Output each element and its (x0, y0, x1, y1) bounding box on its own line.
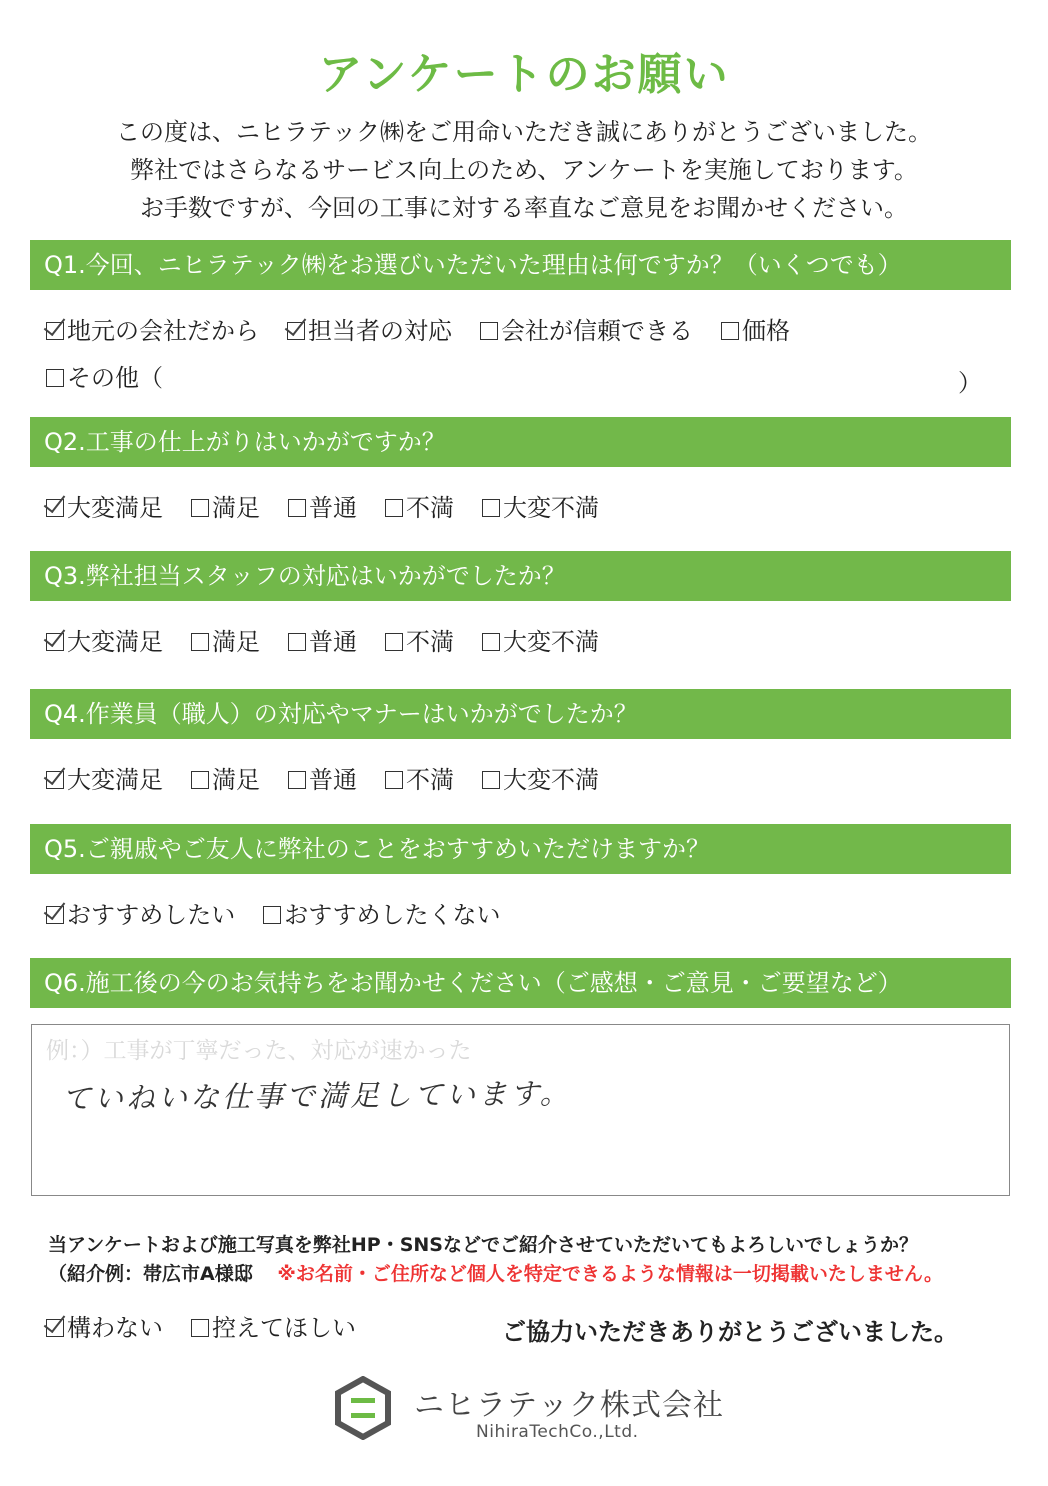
q4-option[interactable] (385, 763, 454, 797)
q1-option-label: 価格 (742, 317, 790, 345)
checkbox-icon[interactable] (288, 633, 306, 651)
q2-option-label: 満足 (212, 494, 260, 522)
q4-option-label: 普通 (309, 766, 357, 794)
checkbox-icon[interactable] (191, 1319, 209, 1337)
q5-option[interactable] (46, 898, 235, 932)
q1-option-label: 地元の会社だから (67, 317, 259, 345)
q5-header: Q5.ご親戚やご友人に弊社のことをおすすめいただけますか？ (30, 824, 1011, 874)
q2-option[interactable] (191, 491, 260, 525)
q3-option[interactable] (288, 625, 357, 659)
q2-option-label: 大変不満 (503, 494, 599, 522)
checkbox-icon[interactable] (482, 499, 500, 517)
checkbox-icon[interactable] (263, 906, 281, 924)
checkbox-icon[interactable] (288, 499, 306, 517)
q5-option-label: おすすめしたくない (284, 901, 501, 929)
q4-options (46, 763, 627, 797)
company-name-jp: ニヒラテック株式会社 (414, 1388, 724, 1423)
checked-checkbox-icon[interactable] (46, 771, 64, 789)
page-title: アンケートのお願い (318, 49, 730, 100)
checkbox-icon[interactable] (480, 322, 498, 340)
q3-option-label: 満足 (212, 628, 260, 656)
checkbox-icon[interactable] (191, 633, 209, 651)
q2-option[interactable] (385, 491, 454, 525)
q6-header: Q6.施工後の今のお気持ちをお聞かせください（ご感想・ご意見・ご要望など） (30, 958, 1011, 1008)
checkbox-icon[interactable] (46, 369, 64, 387)
consent-option-label: 控えてほしい (212, 1314, 356, 1342)
checkbox-icon[interactable] (721, 322, 739, 340)
q1-other-option[interactable] (46, 361, 163, 395)
checkbox-icon[interactable] (482, 633, 500, 651)
checkbox-icon[interactable] (385, 633, 403, 651)
consent-example: （紹介例：帯広市A様邸 (48, 1263, 253, 1285)
consent-options (46, 1311, 384, 1345)
q4-option-label: 不満 (406, 766, 454, 794)
checked-checkbox-icon[interactable] (46, 322, 64, 340)
checkbox-icon[interactable] (191, 771, 209, 789)
q3-option-label: 大変不満 (503, 628, 599, 656)
q2-options (46, 491, 627, 525)
checkbox-icon[interactable] (385, 499, 403, 517)
checkbox-icon[interactable] (288, 771, 306, 789)
q4-option[interactable] (46, 763, 163, 797)
q1-header: Q1.今回、ニヒラテック㈱をお選びいただいた理由は何ですか？（いくつでも） (30, 240, 1011, 290)
intro-line-3: お手数ですが、今回の工事に対する率直なご意見をお聞かせください。 (140, 194, 908, 222)
q2-option[interactable] (288, 491, 357, 525)
q3-option-label: 不満 (406, 628, 454, 656)
q2-option-label: 普通 (309, 494, 357, 522)
q1-option-label: 担当者の対応 (308, 317, 452, 345)
q1-option[interactable] (721, 314, 790, 348)
q4-option[interactable] (482, 763, 599, 797)
q5-option-label: おすすめしたい (67, 901, 236, 929)
checked-checkbox-icon[interactable] (46, 906, 64, 924)
q4-option-label: 大変不満 (503, 766, 599, 794)
q5-option[interactable] (263, 898, 500, 932)
q4-option-label: 大変満足 (67, 766, 163, 794)
q1-other-close: ） (958, 369, 982, 397)
q6-handwritten-answer: ていねいな仕事で満足しています。 (61, 1076, 572, 1116)
q1-option[interactable] (287, 314, 452, 348)
q2-option-label: 不満 (406, 494, 454, 522)
q3-option[interactable] (191, 625, 260, 659)
q6-placeholder: 例：）工事が丁寧だった、対応が速かった (46, 1038, 472, 1064)
q4-option[interactable] (191, 763, 260, 797)
q4-header: Q4.作業員（職人）の対応やマナーはいかがでしたか？ (30, 689, 1011, 739)
q1-option-label: 会社が信頼できる (501, 317, 693, 345)
intro-line-2: 弊社ではさらなるサービス向上のため、アンケートを実施しております。 (130, 156, 918, 184)
q1-other-row (46, 361, 191, 395)
q1-option[interactable] (480, 314, 693, 348)
consent-option-label: 構わない (67, 1314, 163, 1342)
q4-option[interactable] (288, 763, 357, 797)
q3-option[interactable] (46, 625, 163, 659)
q3-option[interactable] (482, 625, 599, 659)
q3-option-label: 大変満足 (67, 628, 163, 656)
q4-option-label: 満足 (212, 766, 260, 794)
checked-checkbox-icon[interactable] (46, 633, 64, 651)
company-name-en: NihiraTechCo.,Ltd. (476, 1422, 639, 1442)
intro-line-1: この度は、ニヒラテック㈱をご用命いただき誠にありがとうございました。 (116, 118, 932, 146)
q2-option[interactable] (46, 491, 163, 525)
q2-option-label: 大変満足 (67, 494, 163, 522)
checkbox-icon[interactable] (191, 499, 209, 517)
thanks-message: ご協力いただきありがとうございました。 (502, 1318, 958, 1346)
consent-example-row (48, 1259, 943, 1286)
checked-checkbox-icon[interactable] (46, 499, 64, 517)
company-logo-icon (334, 1376, 392, 1440)
checked-checkbox-icon[interactable] (287, 322, 305, 340)
consent-option[interactable] (46, 1311, 163, 1345)
checkbox-icon[interactable] (385, 771, 403, 789)
q3-options (46, 625, 627, 659)
consent-question: 当アンケートおよび施工写真を弊社HP・SNSなどでご紹介させていただいてもよろしいでしょうか？ (48, 1234, 918, 1256)
q3-option[interactable] (385, 625, 454, 659)
q1-options (46, 314, 818, 348)
checkbox-icon[interactable] (482, 771, 500, 789)
consent-option[interactable] (191, 1311, 356, 1345)
q1-other-label: その他（ (67, 364, 163, 392)
q1-option[interactable] (46, 314, 259, 348)
q2-header: Q2.工事の仕上がりはいかがですか？ (30, 417, 1011, 467)
q3-option-label: 普通 (309, 628, 357, 656)
q3-header: Q3.弊社担当スタッフの対応はいかがでしたか？ (30, 551, 1011, 601)
q5-options (46, 898, 529, 932)
consent-notice: ※お名前・ご住所など個人を特定できるような情報は一切掲載いたしません。 (277, 1263, 943, 1285)
checked-checkbox-icon[interactable] (46, 1319, 64, 1337)
q2-option[interactable] (482, 491, 599, 525)
